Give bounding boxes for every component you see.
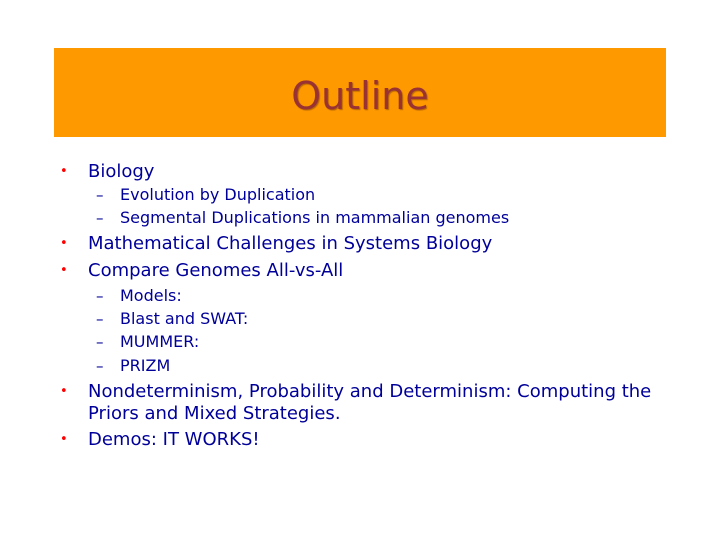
outline-subitem-text: Evolution by Duplication <box>120 185 316 204</box>
outline-subitem-text: MUMMER: <box>120 332 200 351</box>
dash-marker: – <box>96 333 104 351</box>
dash-marker: – <box>96 209 104 227</box>
outline-subitem-evolution <box>96 185 356 205</box>
outline-item-text: Demos: IT WORKS! <box>88 429 260 450</box>
dash-marker: – <box>96 357 104 375</box>
outline-subitem-prizm <box>96 356 296 376</box>
outline-item-text: Mathematical Challenges in Systems Biology <box>88 233 493 254</box>
outline-item-biology <box>60 161 180 183</box>
bullet-marker: • <box>60 236 68 251</box>
outline-item-math-challenges <box>60 233 520 255</box>
bullet-marker: • <box>60 432 68 447</box>
outline-subitem-text: Blast and SWAT: <box>120 309 249 328</box>
outline-subitem-models <box>96 286 296 306</box>
dash-marker: – <box>96 287 104 305</box>
outline-item-text: Biology <box>88 161 155 182</box>
outline-item-text: Compare Genomes All-vs-All <box>88 260 344 281</box>
bullet-marker: • <box>60 263 68 278</box>
outline-item-text-line-1: Nondeterminism, Probability and Determinism: Computing the <box>88 381 652 402</box>
bullet-marker: • <box>60 164 68 179</box>
outline-subitem-mummer <box>96 332 296 352</box>
dash-marker: – <box>96 186 104 204</box>
outline-item-demos <box>60 429 320 451</box>
outline-subitem-text: Segmental Duplications in mammalian genomes <box>120 208 510 227</box>
outline-subitem-text: Models: <box>120 286 182 305</box>
bullet-marker: • <box>60 384 68 399</box>
slide-title: Outline <box>291 74 429 118</box>
outline-item-compare-genomes <box>60 260 380 282</box>
outline-subitem-blast-swat <box>96 309 296 329</box>
outline-item-nondeterminism <box>60 381 680 427</box>
outline-subitem-segmental <box>96 208 516 228</box>
dash-marker: – <box>96 310 104 328</box>
outline-item-text-line-2: Priors and Mixed Strategies. <box>88 403 341 424</box>
outline-subitem-text: PRIZM <box>120 356 171 375</box>
